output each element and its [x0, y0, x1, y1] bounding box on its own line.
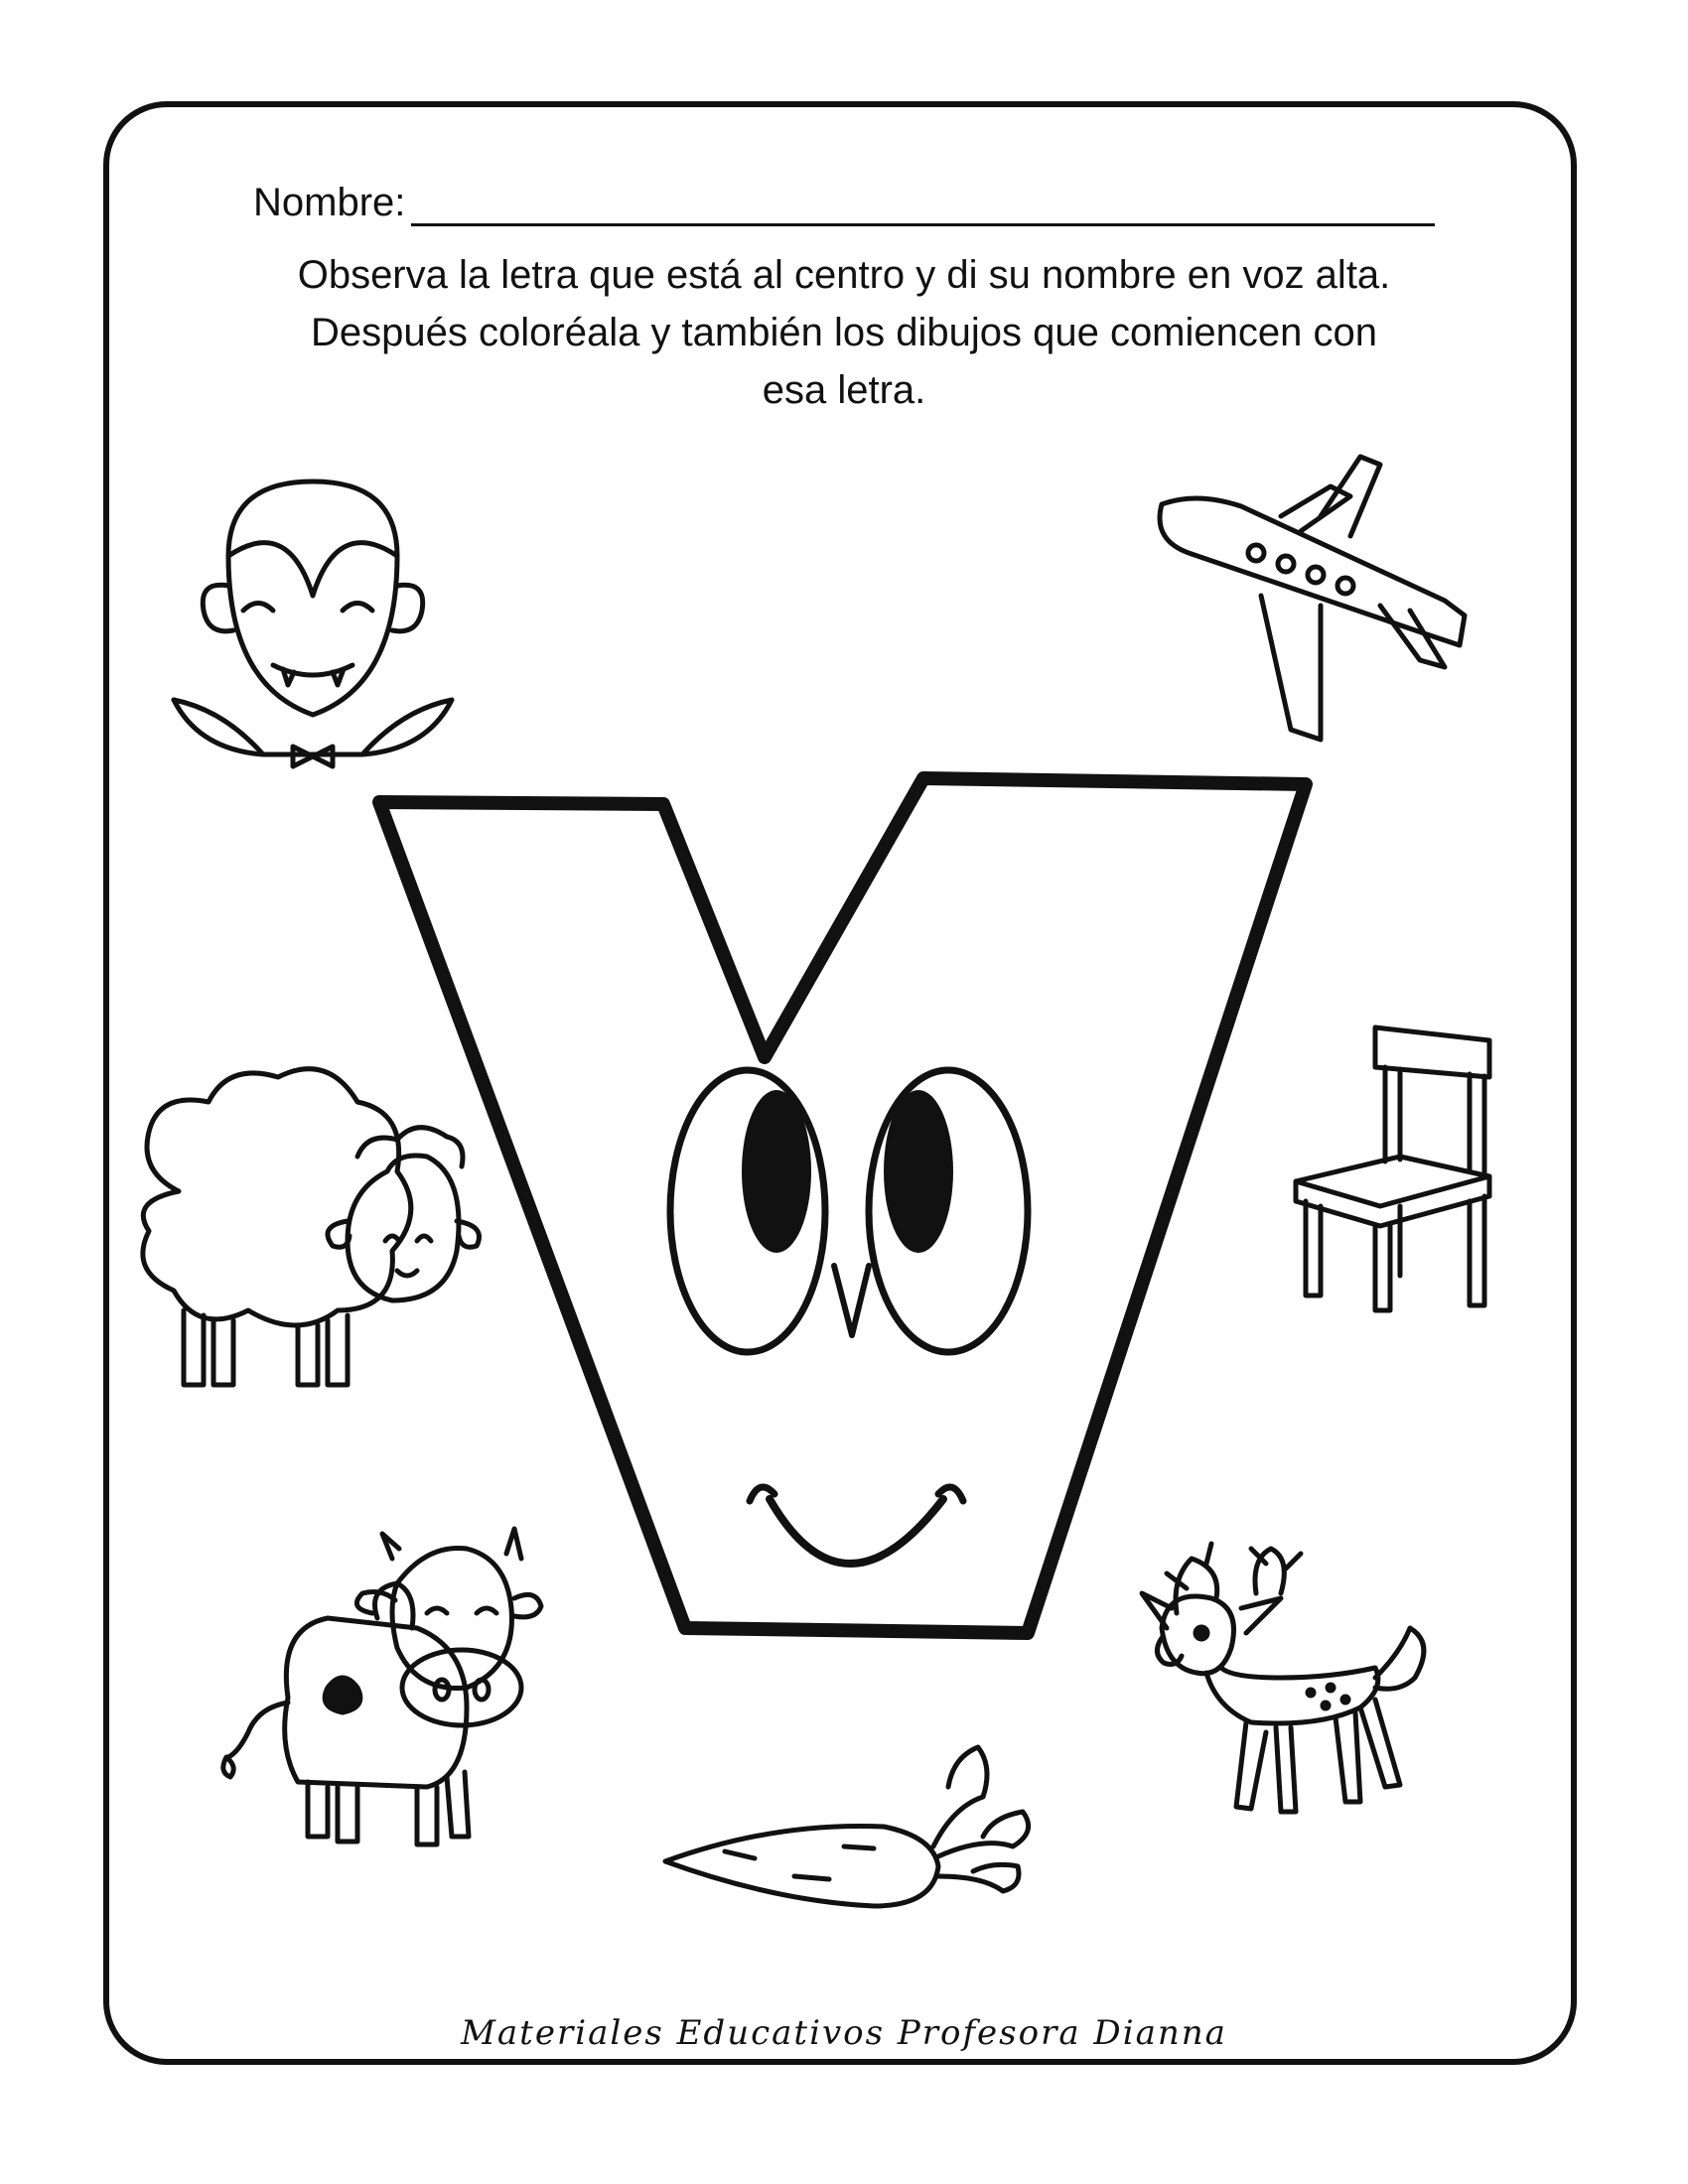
- airplane-icon[interactable]: [1160, 457, 1465, 740]
- chair-icon[interactable]: [1296, 1027, 1489, 1310]
- cow-icon[interactable]: [223, 1529, 541, 1844]
- sheep-icon[interactable]: [143, 1069, 480, 1385]
- letter-v-icon[interactable]: [379, 778, 1306, 1633]
- instructions-line-1: Observa la letra que está al centro y di su nombre en voz alta.: [297, 253, 1391, 297]
- vampire-icon[interactable]: [174, 481, 452, 766]
- instructions-line-3: esa letra.: [762, 368, 926, 412]
- name-label: Nombre:: [253, 181, 406, 224]
- deer-icon[interactable]: [1142, 1544, 1424, 1812]
- footer-credit: Materiales Educativos Profesora Dianna: [461, 2013, 1227, 2053]
- instructions-line-2: Después coloréala y también los dibujos que comiencen con: [311, 311, 1377, 354]
- carrot-icon[interactable]: [665, 1747, 1029, 1906]
